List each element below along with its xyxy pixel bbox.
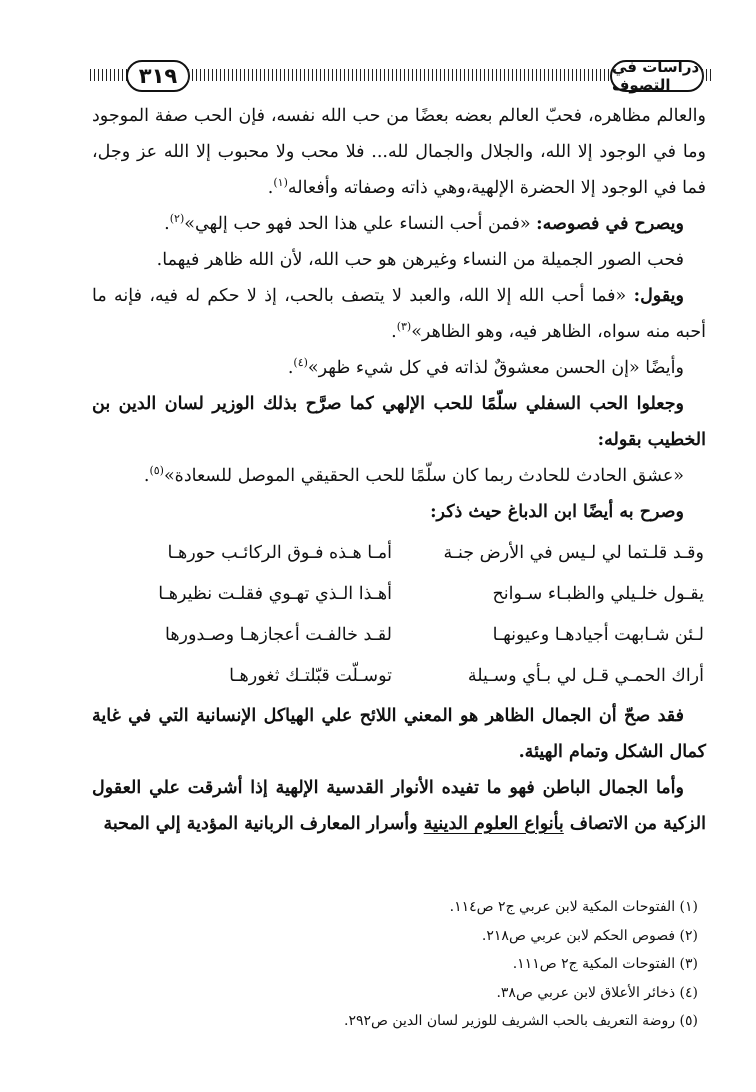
main-text	[92, 98, 706, 842]
footnote-ref-2: (٢)	[169, 212, 185, 226]
paragraph-8: وصرح به أيضًا ابن الدباغ حيث ذكر:	[430, 502, 684, 522]
verse-4-second-hemistich: توسـلّت قبّلتـك ثغورهـا	[229, 665, 392, 686]
footnote-3: (٣) الفتوحات المكية ج٢ ص١١١.	[512, 956, 698, 972]
paragraph-2-lead: ويصرح في فصوصه:	[536, 214, 684, 234]
page-number: ٣١٩	[138, 64, 178, 88]
running-title-badge	[610, 60, 704, 92]
poem-verse-1	[92, 532, 706, 573]
paragraph-4: ويقول: «فما أحب الله إلا الله، والعبد لا يتصف بالحب، إذ لا حكم له فيه، فإنه ما أحبه منه سواه، الظاهر فيه، وهو الظاهر»$^{(٣)}$.	[92, 286, 706, 342]
paragraph-6: وجعلوا الحب السفلي سلّمًا للحب الإلهي كما صرَّح بذلك الوزير لسان الدين بن الخطيب بقوله:	[92, 394, 706, 450]
paragraph-1: والعالم مظاهره، فحبّ العالم بعضه بعضًا من حب الله نفسه، فإن الحب صفة الموجود وما في الوجود إلا الله، والجلال والجمال لله... فلا محب ولا محبوب إلا الله عز وجل، فما في الوجود إلا الحضرة الإلهية،وهي ذاته وصفاته وأفعاله$^{(١)}$.	[92, 106, 706, 198]
paragraph-7-text: «عشق الحادث للحادث ربما كان سلّمًا للحب الحقيقي الموصل للسعادة»	[163, 466, 684, 486]
footnote-2: (٢) فصوص الحكم لابن عربي ص٢١٨.	[481, 927, 698, 944]
footnote-ref-3: (٣)	[396, 320, 412, 334]
page-number-badge	[126, 60, 190, 92]
page-header	[90, 56, 712, 96]
paragraph-5: وأيضًا «إن الحسن معشوقٌ لذاته في كل شيء ظهر»$^{(٤)}$.	[287, 356, 684, 378]
verse-1-second-hemistich: أمـا هـذه فـوق الركائـب حورهـا	[167, 542, 392, 563]
footnote-ref-5: (٥)	[149, 464, 164, 478]
paragraph-10-text-a: وأما الجمال الباطن فهو ما تفيده الأنوار القدسية الإلهية إذا أشرقت علي العقول الزكية من الاتصاف	[92, 778, 706, 834]
footnote-1: (١) الفتوحات المكية لابن عربي ج٢ ص١١٤.	[449, 899, 698, 915]
paragraph-9: فقد صحّ أن الجمال الظاهر هو المعني اللائح علي الهياكل الإنسانية التي في غاية كمال الشكل وتمام الهيئة.	[92, 706, 706, 762]
footnote-5: (٥) روضة التعريف بالحب الشريف للوزير لسان الدين ص٢٩٢.	[343, 1013, 698, 1029]
footnote-ref-4: (٤)	[293, 356, 308, 370]
poem-verse-3	[92, 614, 706, 655]
paragraph-4-lead: ويقول:	[633, 286, 684, 306]
paragraph-10	[92, 770, 706, 842]
poem-verse-2	[92, 573, 706, 614]
footnotes	[92, 893, 706, 1036]
paragraph-4-text: «فما أحب الله إلا الله، والعبد لا يتصف بالحب، إذ لا حكم له فيه، فإنه ما أحبه منه سواه، الظاهر فيه، وهو الظاهر»	[92, 286, 706, 342]
verse-3-first-hemistich: لـئن شـابهت أجيادهـا وعيونهـا	[492, 624, 704, 645]
paragraph-5-text: وأيضًا «إن الحسن معشوقٌ لذاته في كل شيء ظهر»	[307, 358, 684, 378]
paragraph-2: ويصرح في فصوصه: «فمن أحب النساء علي هذا الحد فهو حب إلهي»$^{(٢)}$.	[164, 212, 684, 234]
paragraph-10-text-b: وأسرار المعارف الربانية المؤدية إلي المحبة	[103, 814, 424, 834]
footnote-ref-1: (١)	[273, 176, 288, 190]
paragraph-7: «عشق الحادث للحادث ربما كان سلّمًا للحب الحقيقي الموصل للسعادة»$^{(٥)}$.	[143, 464, 684, 486]
paragraph-3: فحب الصور الجميلة من النساء وغيرهن هو حب الله، لأن الله ظاهر فيهما.	[156, 250, 684, 270]
running-title: دراسات في التصوف	[612, 58, 700, 94]
poem	[92, 532, 706, 696]
verse-4-first-hemistich: أراك الحمـي قـل لي بـأي وسـيلة	[467, 665, 704, 686]
footnote-4: (٤) ذخائر الأعلاق لابن عربي ص٣٨.	[496, 984, 698, 1001]
verse-2-second-hemistich: أهـذا الـذي تهـوي فقلـت نظيرهـا	[158, 583, 392, 604]
verse-3-second-hemistich: لقـد خالفـت أعجازهـا وصـدورها	[165, 624, 392, 645]
header-ornament-right	[702, 69, 712, 81]
poem-verse-4	[92, 655, 706, 696]
paragraph-1-text: والعالم مظاهره، فحبّ العالم بعضه بعضًا من حب الله نفسه، فإن الحب صفة الموجود وما في الوجود إلا الله، والجلال والجمال لله... فلا محب ولا محبوب إلا الله عز وجل، فما في الوجود إلا الحضرة الإلهية،وهي ذاته وصفاته وأفعاله	[92, 106, 706, 198]
paragraph-10-underlined: بأنواع العلوم الدينية	[423, 814, 564, 834]
verse-1-first-hemistich: وقـد قلـتما لي لـيس في الأرض جنـة	[443, 542, 704, 563]
header-ornament-middle	[188, 69, 612, 81]
header-ornament-left	[90, 69, 128, 81]
verse-2-first-hemistich: يقـول خلـيلي والظبـاء سـوانح	[492, 583, 704, 604]
paragraph-2-text: «فمن أحب النساء علي هذا الحد فهو حب إلهي»	[184, 214, 537, 234]
